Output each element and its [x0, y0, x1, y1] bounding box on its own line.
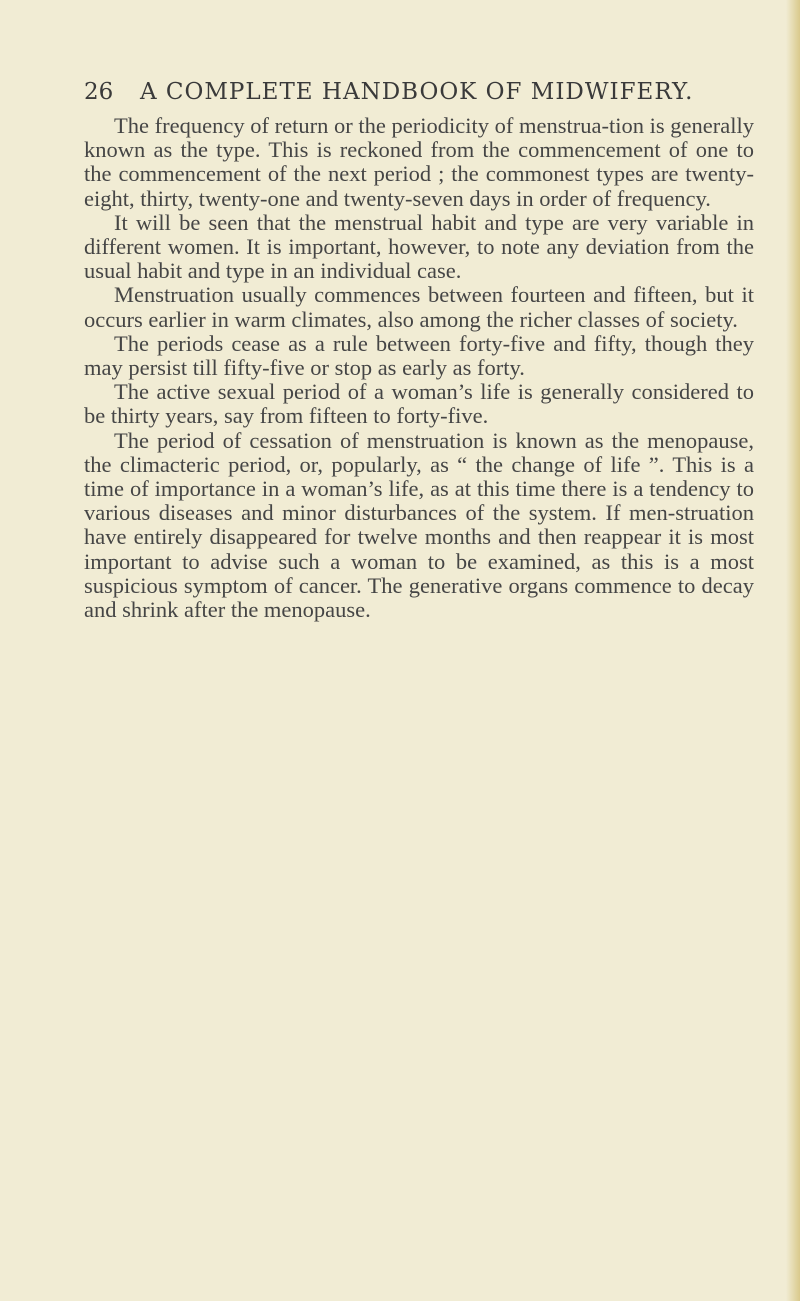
page-edge-shadow — [786, 0, 800, 1301]
paragraph-active-period: The active sexual period of a woman’s life is generally considered to be thirty years, say from fifteen to forty-five. — [84, 379, 754, 429]
book-title: A COMPLETE HANDBOOK OF MIDWIFERY. — [140, 79, 694, 105]
paragraph-onset: Menstruation usually commences between fourteen and fifteen, but it occurs earlier in warm climates, also among the richer classes of society. — [84, 282, 754, 332]
body-text — [84, 114, 754, 622]
paragraph-variability: It will be seen that the menstrual habit and type are very variable in different women. It is important, however, to note any deviation from the usual habit and type in an individual case. — [84, 209, 754, 284]
running-head — [84, 78, 724, 106]
paragraph-periodicity: The frequency of return or the periodicity of menstrua-tion is generally known as the type. This is reckoned from the commencement of one to the commencement of the next period ; the commonest types are twenty-eight, thirty, twenty-one and twenty-seven days in order of frequency. — [84, 113, 754, 211]
paragraph-cessation-age: The periods cease as a rule between forty-five and fifty, though they may persist till fifty-five or stop as early as forty. — [84, 330, 754, 381]
paragraph-menopause: The period of cessation of menstruation is known as the menopause, the climacteric period, or, popularly, as “ the change of life ”. This is a time of importance in a woman’s life, as at this time there is a tendency to various diseases and minor disturbances of the system. If men-struation have entirely disappeared for twelve months and then reappear it is most important to advise such a woman to be examined, as this is a most suspicious symptom of cancer. The generative organs commence to decay and shrink after the menopause. — [84, 427, 754, 623]
page-number: 26 — [84, 79, 114, 105]
